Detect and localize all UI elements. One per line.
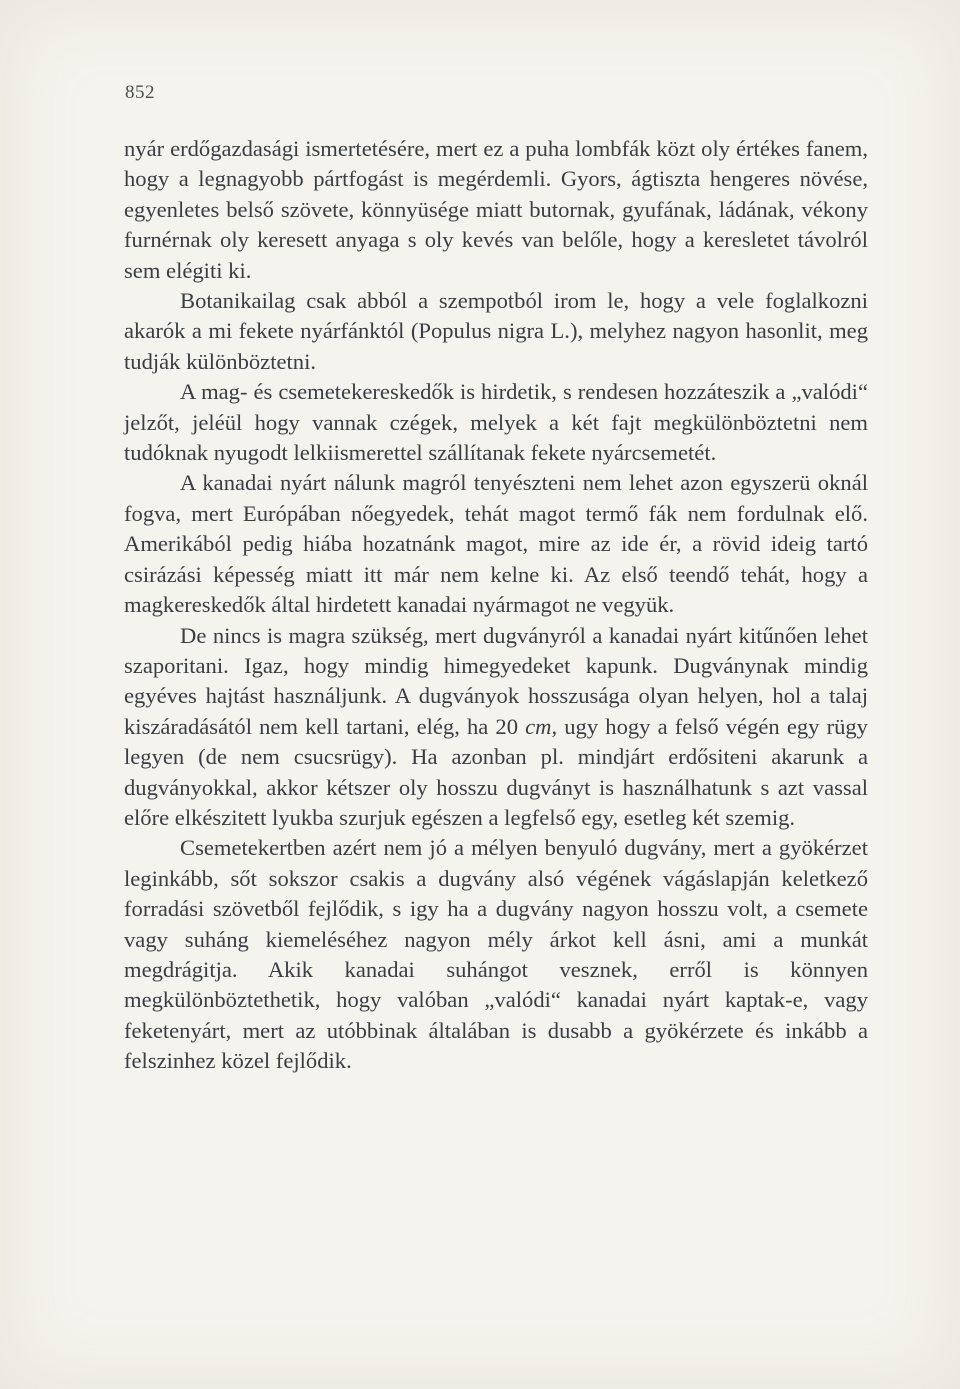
paragraph-1-text: nyár erdőgazdasági ismertetésére, mert ez a puha lombfák közt oly értékes fanem, hogy a legnagyobb pártfogást is megérdemli. Gyors, ágtiszta hengeres növése, egyenletes belső szövete, könnyüsége miatt butornak, gyufának, ládának, vékony furnérnak oly keresett anyaga s oly kevés van belőle, hogy a keresletet távolról sem elégiti ki. [124,136,868,283]
paragraph-5 [124,621,868,834]
paragraph-4 [124,468,868,620]
paragraph-6-text: Csemetekertben azért nem jó a mélyen benyuló dugvány, mert a gyökérzet leginkább, sőt sokszor csakis a dugvány alsó végének vágáslapján keletkező forradási szövetből fejlődik, s igy ha a dugvány nagyon hosszu volt, a csemete vagy suháng kiemeléséhez nagyon mély árkot kell ásni, ami a munkát megdrágitja. Akik kanadai suhángot vesznek, erről is könnyen megkülönböztethetik, hogy valóban „valódi“ kanadai nyárt kaptak-e, vagy feketenyárt, mert az utóbbinak általában is dusabb a gyökérzete és inkább a felszinhez közel fejlődik. [124,835,868,1074]
body-text [124,134,868,1077]
paragraph-2 [124,286,868,377]
paragraph-3-text: A mag- és csemetekereskedők is hirdetik, s rendesen hozzáteszik a „valódi“ jelzőt, jeléül hogy vannak czégek, melyek a két fajt megkülönböztetni nem tudóknak nyugodt lelkiismerettel szállítanak fekete nyárcsemetét. [124,379,868,466]
paragraph-2-text: Botanikailag csak abból a szempotból irom le, hogy a vele foglalkozni akarók a mi fekete nyárfánktól (Populus nigra L.), melyhez nagyon hasonlit, meg tudják különböztetni. [124,288,868,374]
paragraph-5-unit: cm, [525,713,558,739]
paragraph-4-text: A kanadai nyárt nálunk magról tenyészteni nem lehet azon egyszerü oknál fogva, mert Európában nőegyedek, tehát magot termő fák nem fordulnak elő. Amerikából pedig hiába hozatnánk magot, mire az ide ér, a rövid ideig tartó csirázási képesség miatt itt már nem kelne ki. Az első teendő tehát, hogy a magkereskedők által hirdetett kanadai nyármagot ne vegyük. [124,470,868,618]
page-number: 852 [125,82,155,103]
paragraph-5-text-before: De nincs is magra szükség, mert dugványról a kanadai nyárt kitűnően lehet szaporitani. Igaz, hogy mindig himegyedeket kapunk. Dugványnak mindig egyéves hajtást használjunk. A dugványok hosszusága olyan helyen, hol a talaj kiszáradásától nem kell tartani, elég, ha 20 [124,622,868,739]
paragraph-6 [124,833,868,1076]
paragraph-1 [124,134,868,286]
paragraph-5-text-after: ugy hogy a felső végén egy rügy legyen (de nem csucsrügy). Ha azonban pl. mindjárt erdősiteni akarunk a dugványokkal, akkor kétszer oly hosszu dugványt is használhatunk s azt vassal előre elkészitett lyukba szurjuk egészen a legfelső egy, esetleg két szemig. [124,713,868,830]
paragraph-3 [124,377,868,468]
